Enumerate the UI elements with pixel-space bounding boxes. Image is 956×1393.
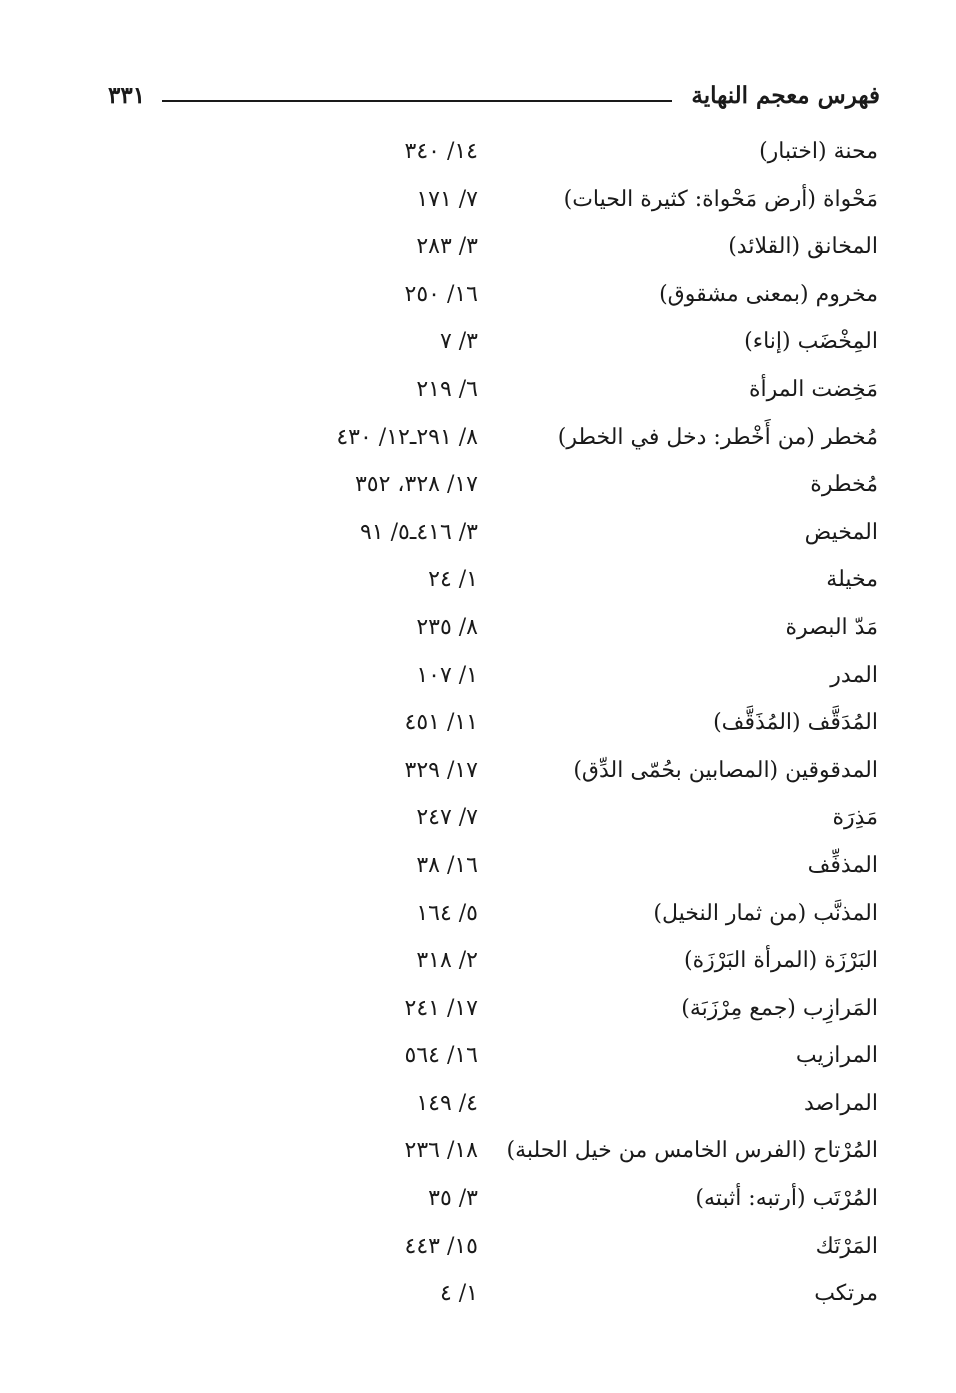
index-entry xyxy=(0,1132,956,1180)
entry-reference: ١٨/ ٢٣٦ xyxy=(404,1138,478,1164)
index-entry xyxy=(0,895,956,943)
index-entry xyxy=(0,323,956,371)
index-entry xyxy=(0,1037,956,1085)
entry-reference: ١/ ١٠٧ xyxy=(416,662,478,688)
entry-term: المَرْتَك xyxy=(815,1233,878,1259)
index-entry xyxy=(0,228,956,276)
entry-term: مُخطرة xyxy=(810,472,878,498)
entry-term: المَرازِب (جمع مِرْزَبَة) xyxy=(681,995,878,1021)
entry-term: محنة (اختبار) xyxy=(759,139,878,164)
index-entry xyxy=(0,1180,956,1228)
index-entries xyxy=(0,133,956,1323)
entry-reference: ٥/ ١٦٤ xyxy=(416,900,478,926)
entry-reference: ٤/ ١٤٩ xyxy=(416,1090,478,1116)
entry-reference: ٣/ ٧ xyxy=(439,329,478,355)
entry-reference: ١٦/ ٥٦٤ xyxy=(404,1043,478,1069)
entry-reference: ١٥/ ٤٤٣ xyxy=(404,1233,478,1259)
entry-term: المُرْتَب (أرتبه: أثبته) xyxy=(695,1186,878,1212)
index-entry xyxy=(0,371,956,419)
index-entry xyxy=(0,276,956,324)
entry-reference: ٨/ ٢٣٥ xyxy=(416,614,478,640)
entry-term: المذفِّف xyxy=(807,852,878,878)
entry-term: مَدّ البصرة xyxy=(785,614,878,640)
entry-term: المرازيب xyxy=(795,1043,878,1069)
entry-term: مرتكب xyxy=(814,1281,878,1307)
index-entry xyxy=(0,942,956,990)
index-entry xyxy=(0,466,956,514)
entry-term: مخروم (بمعنى مشقوق) xyxy=(659,281,878,307)
index-entry xyxy=(0,704,956,752)
entry-term: المدر xyxy=(830,662,878,688)
header-title: فهرس معجم النهاية xyxy=(691,82,880,109)
entry-term: مَحْواة (أرض مَحْواة: كثيرة الحيات) xyxy=(563,186,878,212)
entry-reference: ٧/ ١٧١ xyxy=(416,186,478,212)
entry-reference: ٣/ ٢٨٣ xyxy=(416,234,478,260)
entry-term: مَخِضت المرأة xyxy=(749,376,878,402)
index-entry xyxy=(0,990,956,1038)
entry-term: المُرْتاح (الفرس الخامس من خيل الحلبة) xyxy=(506,1138,878,1164)
index-entry xyxy=(0,133,956,181)
entry-term: المراصد xyxy=(803,1090,878,1116)
entry-reference: ٢/ ٣١٨ xyxy=(416,948,478,974)
entry-reference: ٣/ ٤١٦ـ٥/ ٩١ xyxy=(359,519,478,545)
entry-reference: ١٦/ ٣٨ xyxy=(416,852,478,878)
entry-reference: ١٤/ ٣٤٠ xyxy=(404,139,478,164)
entry-term: المدقوقين (المصابين بحُمّى الدِّق) xyxy=(573,757,878,783)
entry-reference: ١٧/ ٣٢٨، ٣٥٢ xyxy=(354,472,478,498)
entry-reference: ١/ ٢٤ xyxy=(428,567,478,593)
index-entry xyxy=(0,561,956,609)
entry-reference: ١٧/ ٢٤١ xyxy=(404,995,478,1021)
entry-reference: ٨/ ٢٩١ـ١٢/ ٤٣٠ xyxy=(336,424,478,450)
entry-term: مُخطر (من أَخْطر: دخل في الخطر) xyxy=(557,424,878,450)
entry-reference: ١١/ ٤٥١ xyxy=(404,710,478,736)
entry-term: المخانق (القلائد) xyxy=(728,234,878,260)
entry-term: المُدَقَّف (المُذَقَّف) xyxy=(713,710,878,736)
index-entry xyxy=(0,847,956,895)
index-entry xyxy=(0,609,956,657)
entry-reference: ١٧/ ٣٢٩ xyxy=(404,757,478,783)
entry-term: مخيلة xyxy=(826,567,878,593)
entry-reference: ١٦/ ٢٥٠ xyxy=(404,281,478,307)
index-entry xyxy=(0,657,956,705)
entry-reference: ٦/ ٢١٩ xyxy=(416,376,478,402)
page-number: ٣٣١ xyxy=(108,82,146,109)
index-entry xyxy=(0,1228,956,1276)
entry-term: المخيض xyxy=(804,519,878,545)
entry-term: المِخْضَب (إناء) xyxy=(744,329,878,355)
entry-reference: ١/ ٤ xyxy=(439,1281,478,1307)
index-entry xyxy=(0,419,956,467)
header-rule xyxy=(162,100,672,102)
entry-reference: ٣/ ٣٥ xyxy=(428,1186,478,1212)
index-entry xyxy=(0,181,956,229)
entry-term: البَرْزَة (المرأة البَرْزَة) xyxy=(684,948,878,974)
entry-term: مَذِرَة xyxy=(832,805,878,831)
index-entry xyxy=(0,799,956,847)
running-header xyxy=(108,78,880,118)
index-entry xyxy=(0,514,956,562)
entry-term: المذنَّب (من ثمار النخيل) xyxy=(653,900,878,926)
index-entry xyxy=(0,752,956,800)
index-entry xyxy=(0,1275,956,1323)
entry-reference: ٧/ ٢٤٧ xyxy=(416,805,478,831)
index-entry xyxy=(0,1085,956,1133)
